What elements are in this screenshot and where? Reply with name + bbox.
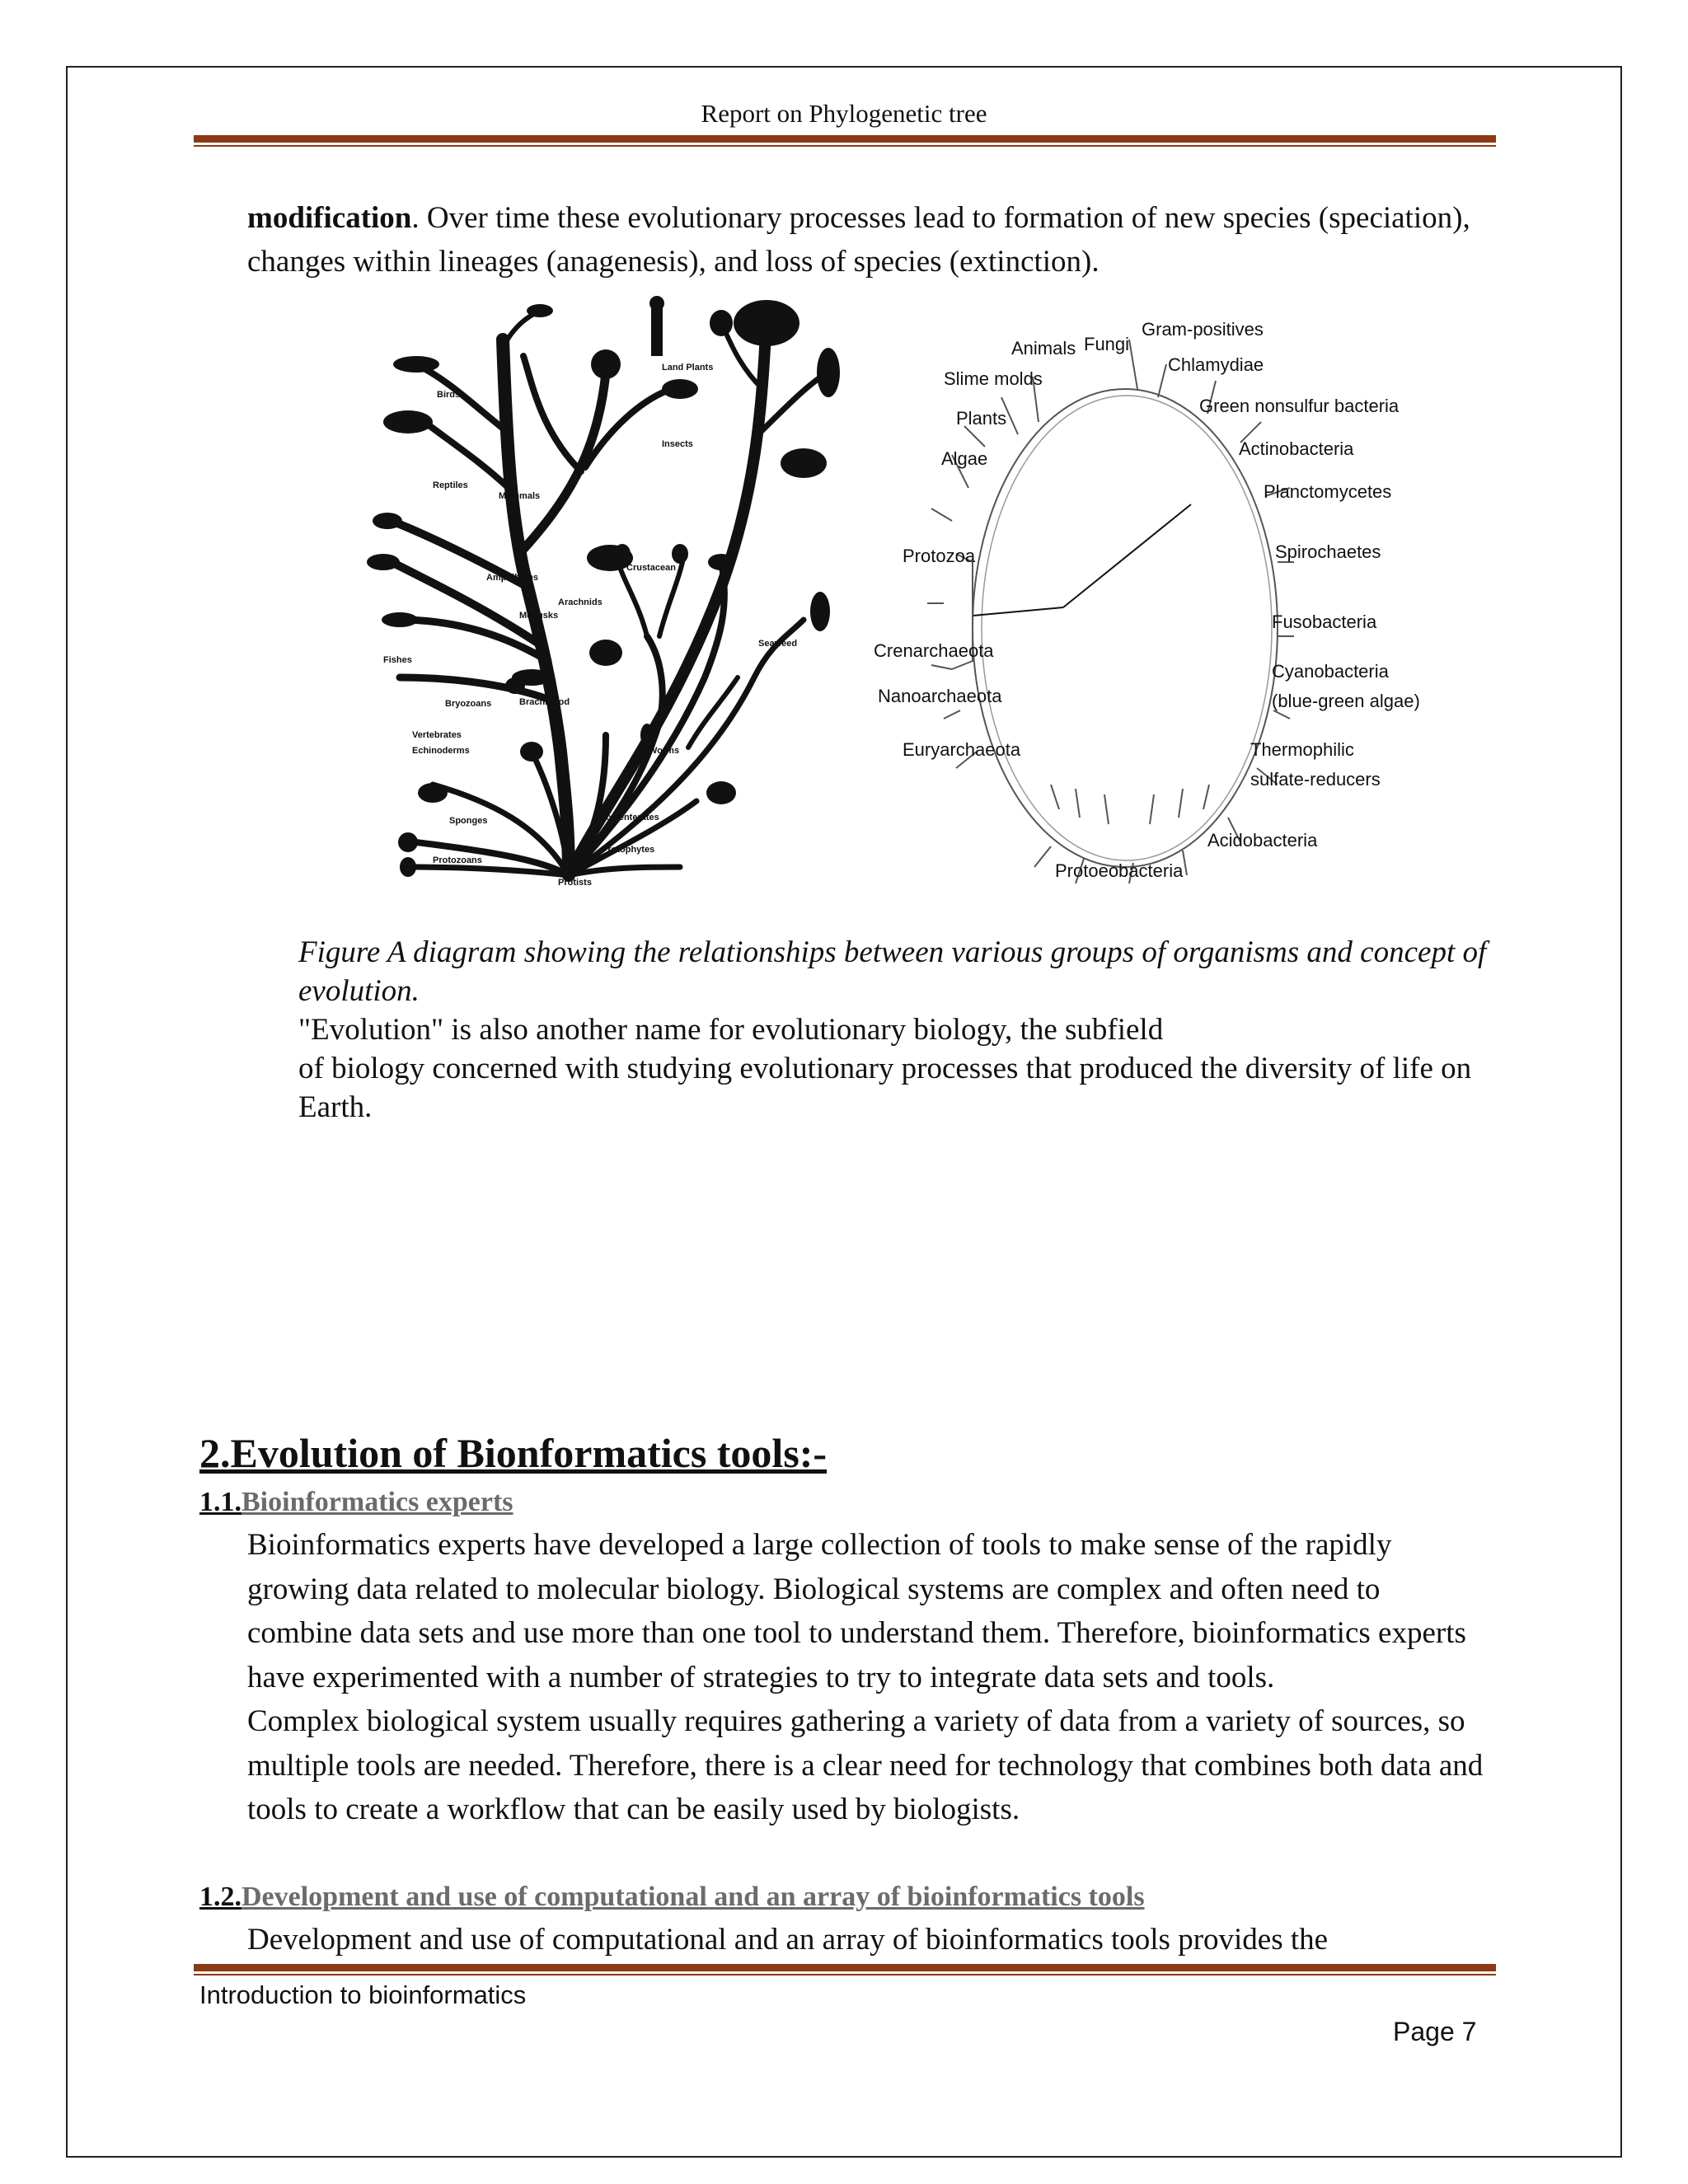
label-green-nonsulfur: Green nonsulfur bacteria bbox=[1199, 396, 1400, 416]
subsection-heading-1-2 bbox=[199, 1882, 1145, 1913]
subsection-title: Development and use of computational and an array of bioinformatics tools bbox=[241, 1882, 1145, 1912]
label-coelenterates: Coelenterates bbox=[599, 813, 659, 823]
running-header: Report on Phylogenetic tree bbox=[701, 99, 987, 128]
caption-line-1: "Evolution" is also another name for evolutionary biology, the subfield bbox=[298, 1013, 1164, 1047]
caption-italic: Figure A diagram showing the relationships between various groups of organisms and concept of evolution. bbox=[298, 935, 1487, 1008]
label-amphibians: Amphibians bbox=[486, 573, 538, 583]
label-protozoans: Protozoans bbox=[433, 855, 482, 865]
subsection-1-2-body: Development and use of computational and an array of bioinformatics tools provides the bbox=[247, 1923, 1329, 1957]
circular-phylogeny-labels bbox=[874, 319, 1420, 881]
label-protoeobacteria: Protoeobacteria bbox=[1055, 860, 1184, 881]
label-brachiopod: Brachiopod bbox=[519, 697, 570, 707]
intro-text: . Over time these evolutionary processes lead to formation of new species (speciation), changes within lineages (anagenesis), and loss of species (extinction). bbox=[247, 201, 1470, 279]
intro-paragraph bbox=[247, 196, 1484, 284]
label-insects: Insects bbox=[662, 439, 693, 449]
label-chlamydiae: Chlamydiae bbox=[1168, 354, 1264, 375]
label-plants: Plants bbox=[956, 408, 1007, 429]
label-acidobacteria: Acidobacteria bbox=[1207, 830, 1318, 851]
label-animals: Animals bbox=[1011, 338, 1076, 359]
label-fishes: Fishes bbox=[383, 655, 412, 665]
label-nanoarchaeota: Nanoarchaeota bbox=[878, 686, 1002, 706]
page-number: Page 7 bbox=[1393, 2017, 1477, 2046]
label-fungi: Fungi bbox=[1084, 334, 1130, 354]
label-crustacean: Crustacean bbox=[626, 563, 676, 573]
label-fusobacteria: Fusobacteria bbox=[1272, 612, 1377, 632]
label-seaweed: Seaweed bbox=[758, 639, 798, 649]
subsection-title: Bioinformatics experts bbox=[241, 1487, 513, 1517]
label-reptiles: Reptiles bbox=[433, 480, 468, 490]
label-mollusks: Mollusks bbox=[519, 611, 559, 621]
label-echinoderms: Echinoderms bbox=[412, 746, 470, 756]
subsection-heading-1-1 bbox=[199, 1487, 513, 1518]
label-protophytes: Protophytes bbox=[602, 845, 655, 855]
section-heading: 2.Evolution of Bionformatics tools:- bbox=[199, 1430, 828, 1476]
label-land-plants: Land Plants bbox=[662, 363, 714, 373]
label-sponges: Sponges bbox=[449, 816, 488, 826]
footer-title: Introduction to bioinformatics bbox=[199, 1980, 527, 2009]
label-mammals: Mammals bbox=[499, 491, 541, 501]
label-vertebrates: Vertebrates bbox=[412, 730, 462, 740]
label-euryarchaeota: Euryarchaeota bbox=[903, 739, 1021, 760]
label-actinobacteria: Actinobacteria bbox=[1239, 438, 1354, 459]
label-crenarchaeota: Crenarchaeota bbox=[874, 640, 994, 661]
label-arachnids: Arachnids bbox=[558, 598, 603, 607]
phylogeny-figure bbox=[293, 290, 1430, 892]
footer-rule bbox=[194, 1964, 1496, 1975]
paragraph: Bioinformatics experts have developed a large collection of tools to make sense of the rapidly growing data related to molecular biology. Biological systems are complex and often need to combine data sets and use more than one tool to understand them. Therefore, bioinformatics experts have experimented with a number of strategies to try to integrate data sets and tools. bbox=[247, 1528, 1466, 1694]
label-thermophilic: Thermophilic bbox=[1250, 739, 1354, 760]
label-spirochaetes: Spirochaetes bbox=[1275, 541, 1381, 562]
label-protists: Protists bbox=[558, 878, 592, 888]
label-protozoa: Protozoa bbox=[903, 546, 976, 566]
label-bryozoans: Bryozoans bbox=[445, 699, 492, 709]
label-planctomycetes: Planctomycetes bbox=[1264, 481, 1392, 502]
figure-caption bbox=[298, 933, 1502, 1127]
label-cyanobacteria: Cyanobacteria bbox=[1272, 661, 1389, 682]
label-worms: Worms bbox=[649, 746, 680, 756]
label-slime-molds: Slime molds bbox=[944, 368, 1043, 389]
label-sulfate-reducers: sulfate-reducers bbox=[1250, 769, 1381, 790]
label-birds: Birds bbox=[437, 390, 461, 400]
label-gram-positives: Gram-positives bbox=[1142, 319, 1264, 340]
paragraph: Complex biological system usually requires gathering a variety of data from a variety of sources, so multiple tools are needed. Therefore, there is a clear need for technology that combines both data and tools to create a workflow that can be easily used by biologists. bbox=[247, 1704, 1484, 1826]
label-blue-green-algae: (blue-green algae) bbox=[1272, 691, 1420, 711]
label-algae: Algae bbox=[941, 448, 988, 469]
bold-term: modification bbox=[247, 201, 412, 235]
subsection-number: 1.1. bbox=[199, 1487, 241, 1517]
header-rule bbox=[194, 135, 1496, 147]
subsection-number: 1.2. bbox=[199, 1882, 241, 1912]
subsection-1-1-body bbox=[247, 1523, 1484, 1832]
caption-line-2: of biology concerned with studying evolutionary processes that produced the diversity of life on Earth. bbox=[298, 1052, 1472, 1124]
